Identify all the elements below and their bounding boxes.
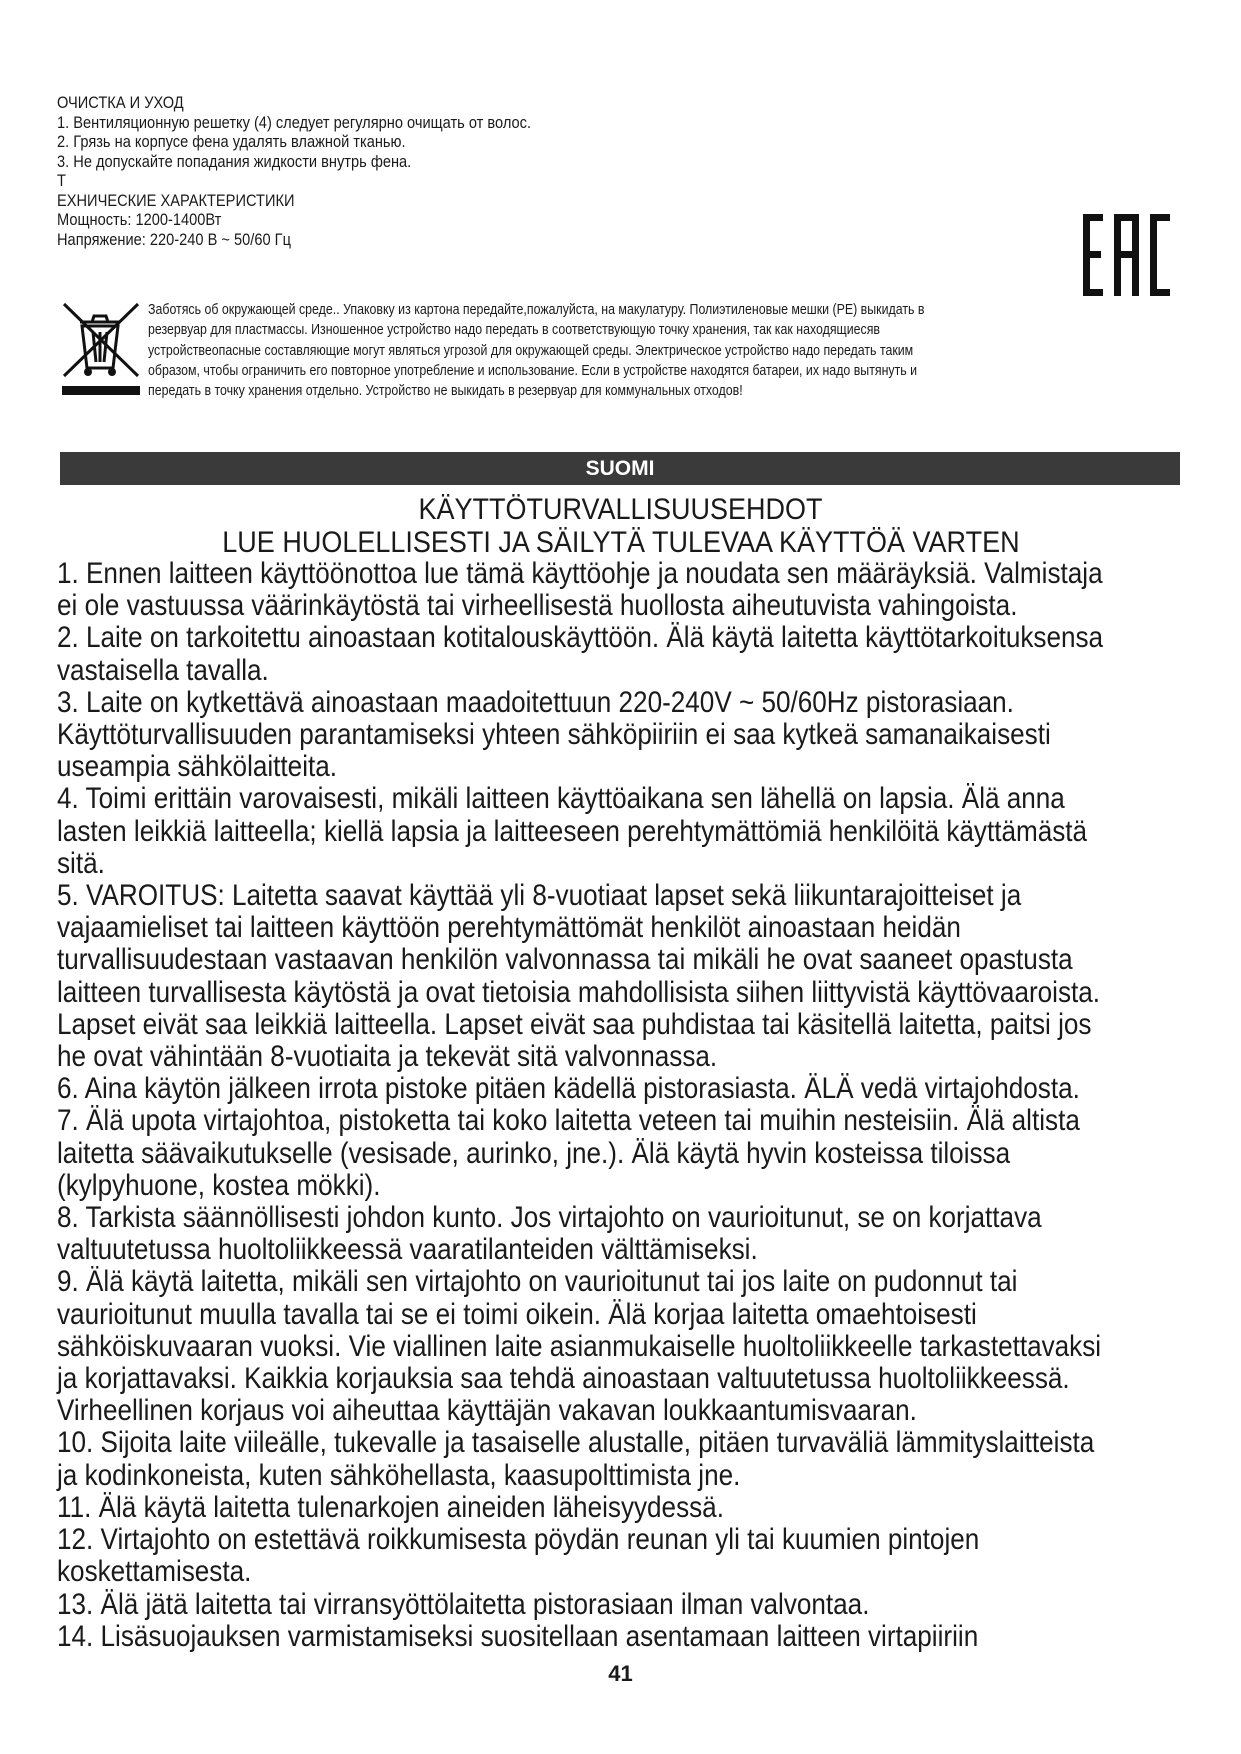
instruction-line: ei ole vastuussa väärinkäytöstä tai virheellisestä huollosta aiheutuvista vahingoista. — [57, 589, 1018, 623]
ru-care-line: 2. Грязь на корпусе фена удалять влажной тканью. — [57, 132, 406, 151]
ru-eco-notice — [148, 300, 1138, 401]
ru-care-section — [57, 93, 917, 249]
instruction-line: ja korjattavaksi. Kaikkia korjauksia saa tehdä ainoastaan valtuutetussa huoltoliikkeessä. — [57, 1362, 1070, 1396]
instruction-line: 12. Virtajohto on estettävä roikkumisesta pöydän reunan yli tai kuumien pintojen — [57, 1523, 980, 1557]
language-bar: SUOMI — [60, 452, 1180, 485]
eco-line: устройствеопасные составляющие могут являться угрозой для окружающей среды. Электрическое устройство надо передать таким — [148, 341, 914, 359]
eco-line: Заботясь об окружающей среде.. Упаковку из картона передайте,пожалуйста, на макулатуру. Полиэтиленовые мешки (PE) выкидать в — [148, 301, 925, 318]
ru-voltage: Напряжение: 220-240 В ~ 50/60 Гц — [57, 229, 291, 249]
eac-mark-icon — [1083, 214, 1173, 296]
instruction-line: vajaamieliset tai laitteen käyttöön perehtymättömät henkilöt ainoastaan heidän — [57, 911, 961, 945]
instruction-line: laitteen turvallisesta käytöstä ja ovat tietoisia mahdollisista siihen liittyvistä käyttövaaroista. — [57, 975, 1101, 1009]
instruction-line: 2. Laite on tarkoitettu ainoastaan kotitalouskäyttöön. Älä käytä laitetta käyttötarkoituksensa — [57, 621, 1104, 655]
eco-line: резервуар для пластмассы. Изношенное устройство надо передать в соответствующую точку хранения, так как находящиесяв — [148, 321, 880, 339]
ru-care-line: 3. Не допускайте попадания жидкости внутрь фена. — [57, 151, 412, 171]
instruction-line: turvallisuudestaan vastaavan henkilön valvonnassa tai mikäli he ovat saaneet opastusta — [57, 943, 1073, 977]
ru-specs-heading: ЕХНИЧЕСКИЕ ХАРАКТЕРИСТИКИ — [57, 190, 295, 210]
instruction-line: Virheellinen korjaus voi aiheuttaa käyttäjän vakavan loukkaantumisvaaran. — [57, 1394, 917, 1428]
ru-care-line: 1. Вентиляционную решетку (4) следует регулярно очищать от волос. — [57, 112, 532, 132]
ru-heading: ОЧИСТКА И УХОД — [57, 93, 184, 112]
instruction-line: laitetta säävaikutukselle (vesisade, aurinko, jne.). Älä käytä hyvin kosteissa tiloissa — [57, 1136, 1011, 1170]
instruction-line: 1. Ennen laitteen käyttöönottoa lue tämä käyttöohje ja noudata sen määräyksiä. Valmistaja — [57, 557, 1103, 590]
instruction-line: 10. Sijoita laite viileälle, tukevalle ja tasaiselle alustalle, pitäen turvaväliä lämmityslaitteista — [57, 1426, 1095, 1460]
instruction-line: Käyttöturvallisuuden parantamiseksi yhteen sähköpiiriin ei saa kytkeä samanaikaisesti — [57, 718, 1051, 752]
instruction-line: ja kodinkoneista, kuten sähköhellasta, kaasupolttimista jne. — [57, 1458, 741, 1492]
eco-line: образом, чтобы ограничить его повторное употребление и использование. Если в устройстве находятся батареи, их надо вытянуть и — [148, 361, 918, 379]
ru-power: Мощность: 1200-1400Вт — [57, 210, 222, 229]
ru-care-line: Т — [57, 171, 66, 190]
instruction-line: valtuutetussa huoltoliikkeessä vaaratilanteiden välttämiseksi. — [57, 1233, 758, 1267]
instruction-line: vaurioitunut muulla tavalla tai se ei toimi oikein. Älä korjaa laitetta omaehtoisesti — [57, 1297, 977, 1331]
instruction-line: sitä. — [57, 846, 105, 880]
instruction-line: (kylpyhuone, kostea mökki). — [57, 1168, 381, 1202]
safety-title: KÄYTTÖTURVALLISUUSEHDOT — [418, 493, 823, 526]
instruction-line: he ovat vähintään 8-vuotiaita ja tekevät sitä valvonnassa. — [57, 1040, 718, 1074]
safety-subtitle: LUE HUOLELLISESTI JA SÄILYTÄ TULEVAA KÄYTTÖÄ VARTEN — [221, 526, 1020, 559]
page-number: 41 — [608, 1661, 633, 1686]
instruction-line: 4. Toimi erittäin varovaisesti, mikäli laitteen käyttöaikana sen lähellä on lapsia. Älä anna — [57, 782, 1065, 816]
instruction-line: 13. Älä jätä laitetta tai virransyöttölaitetta pistorasiaan ilman valvontaa. — [57, 1587, 870, 1621]
instruction-line: 5. VAROITUS: Laitetta saavat käyttää yli 8-vuotiaat lapset sekä liikuntarajoitteiset ja — [57, 879, 1022, 913]
instruction-line: useampia sähkölaitteita. — [57, 750, 338, 784]
instruction-line: 8. Tarkista säännöllisesti johdon kunto. Jos virtajohto on vaurioitunut, se on korjattava — [57, 1201, 1042, 1235]
instruction-line: lasten leikkiä laitteella; kiellä lapsia ja laitteeseen perehtymättömiä henkilöitä käyttämästä — [57, 814, 1088, 848]
weee-crossed-bin-icon — [60, 300, 142, 396]
instruction-line: 11. Älä käytä laitetta tulenarkojen aineiden läheisyydessä. — [57, 1490, 724, 1524]
instruction-line: 7. Älä upota virtajohtoa, pistoketta tai koko laitetta veteen tai muihin nesteisiin. Älä altista — [57, 1104, 1080, 1138]
instruction-line: 6. Aina käytön jälkeen irrota pistoke pitäen kädellä pistorasiasta. ÄLÄ vedä virtajohdosta. — [57, 1072, 1080, 1106]
instruction-line: 3. Laite on kytkettävä ainoastaan maadoitettuun 220-240V ~ 50/60Hz pistorasiaan. — [57, 685, 1014, 719]
instruction-line: 14. Lisäsuojauksen varmistamiseksi suositellaan asentamaan laitteen virtapiiriin — [57, 1619, 979, 1653]
eco-line: передать в точку хранения отдельно. Устройство не выкидать в резервуар для коммунальных отходов! — [148, 382, 743, 400]
instruction-line: vastaisella tavalla. — [57, 653, 269, 687]
safety-instructions — [57, 558, 1188, 1653]
instruction-line: koskettamisesta. — [57, 1555, 252, 1589]
instruction-line: 9. Älä käytä laitetta, mikäli sen virtajohto on vaurioitunut tai jos laite on pudonnut tai — [57, 1265, 1018, 1299]
instruction-line: Lapset eivät saa leikkiä laitteella. Lapset eivät saa puhdistaa tai käsitellä laitetta, paitsi jos — [57, 1007, 1092, 1041]
instruction-line: sähköiskuvaaran vuoksi. Vie viallinen laite asianmukaiselle huoltoliikkeelle tarkastettavaksi — [57, 1329, 1102, 1363]
